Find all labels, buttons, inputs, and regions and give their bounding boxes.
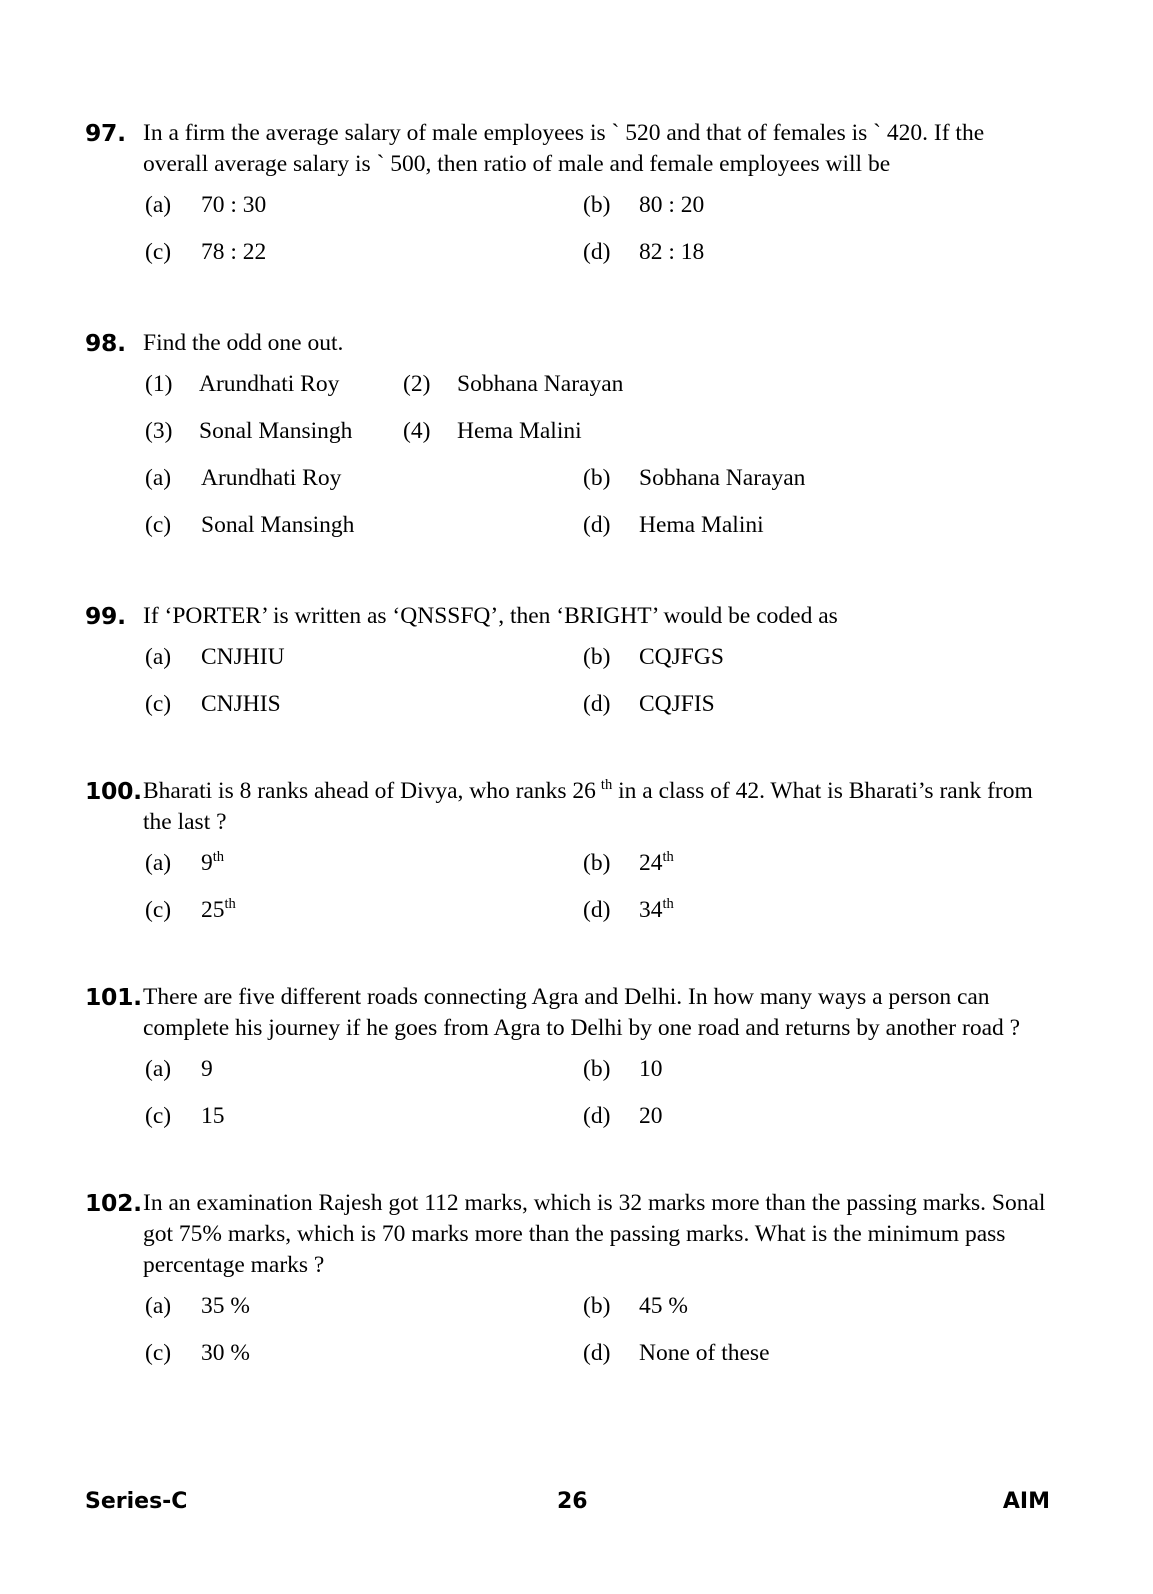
question-text-part1: Bharati is 8 ranks ahead of Divya, who ranks 26 xyxy=(143,778,596,804)
option-label: (c) xyxy=(145,897,172,923)
sub-items-list xyxy=(85,369,1050,463)
option-label: (b) xyxy=(583,644,611,670)
question-number: 102. xyxy=(85,1189,142,1217)
option-label: (c) xyxy=(145,1103,172,1129)
sub-item-1 xyxy=(145,369,339,399)
ordinal-suffix: th xyxy=(662,849,674,866)
sub-item-row xyxy=(85,369,1050,416)
question-text: There are five different roads connecting Agra and Delhi. In how many ways a person can complete his journey if he goes from Agra to Delhi by one road and returns by another road ? xyxy=(143,984,1021,1041)
option-value: 15 xyxy=(201,1103,225,1129)
option-label: (d) xyxy=(583,691,611,717)
question-heading xyxy=(85,118,1050,180)
spacer xyxy=(85,736,1050,776)
question-text xyxy=(143,778,1033,835)
sub-item-label: (1) xyxy=(145,371,173,397)
option-value: Hema Malini xyxy=(639,512,764,538)
option-value: CNJHIS xyxy=(201,691,281,717)
option-c[interactable] xyxy=(145,237,266,267)
option-c[interactable] xyxy=(145,1338,250,1368)
option-label: (d) xyxy=(583,897,611,923)
option-row xyxy=(85,848,1050,895)
option-value: 70 : 30 xyxy=(201,192,267,218)
option-row xyxy=(85,463,1050,510)
option-d[interactable] xyxy=(583,237,704,267)
question-block-99 xyxy=(85,601,1050,736)
option-label: (a) xyxy=(145,1056,172,1082)
option-b[interactable] xyxy=(583,1291,688,1321)
option-c[interactable] xyxy=(145,895,236,925)
options-list xyxy=(85,848,1050,942)
option-d[interactable] xyxy=(583,689,715,719)
option-row xyxy=(85,689,1050,736)
options-list xyxy=(85,190,1050,284)
sub-item-row xyxy=(85,416,1050,463)
sub-item-4 xyxy=(403,416,582,446)
option-label: (a) xyxy=(145,850,172,876)
option-a[interactable] xyxy=(145,1291,250,1321)
option-row xyxy=(85,895,1050,942)
ordinal-suffix: th xyxy=(224,896,236,913)
spacer xyxy=(85,942,1050,982)
option-label: (d) xyxy=(583,1340,611,1366)
option-label: (d) xyxy=(583,239,611,265)
option-value: Arundhati Roy xyxy=(201,465,342,491)
question-text-part2: in a class of 42. What is Bharati’s rank from the last ? xyxy=(143,778,1033,835)
question-heading xyxy=(85,1188,1050,1281)
option-c[interactable] xyxy=(145,510,354,540)
option-value: 10 xyxy=(639,1056,663,1082)
option-a[interactable] xyxy=(145,463,341,493)
question-block-97 xyxy=(85,118,1050,284)
option-row xyxy=(85,237,1050,284)
page-number: 26 xyxy=(557,1489,588,1514)
ordinal-suffix: th xyxy=(662,896,674,913)
option-a[interactable] xyxy=(145,1054,213,1084)
question-heading xyxy=(85,776,1050,838)
option-row xyxy=(85,1101,1050,1148)
question-number: 99. xyxy=(85,602,126,630)
option-value: 45 % xyxy=(639,1293,688,1319)
question-text: If ‘PORTER’ is written as ‘QNSSFQ’, then ‘BRIGHT’ would be coded as xyxy=(143,603,838,629)
option-label: (c) xyxy=(145,512,172,538)
options-list xyxy=(85,642,1050,736)
question-number: 98. xyxy=(85,329,126,357)
question-block-100 xyxy=(85,776,1050,942)
option-value: CQJFIS xyxy=(639,691,715,717)
option-value: CNJHIU xyxy=(201,644,285,670)
spacer xyxy=(85,557,1050,601)
ordinal-suffix: th xyxy=(212,849,225,866)
option-row xyxy=(85,1054,1050,1101)
option-b[interactable] xyxy=(583,190,704,220)
option-a[interactable] xyxy=(145,642,285,672)
option-b[interactable] xyxy=(583,1054,663,1084)
question-number: 101. xyxy=(85,983,142,1011)
option-label: (c) xyxy=(145,239,172,265)
options-list xyxy=(85,1054,1050,1148)
sub-item-label: (2) xyxy=(403,371,431,397)
option-c[interactable] xyxy=(145,689,281,719)
option-value: 82 : 18 xyxy=(639,239,705,265)
option-label: (a) xyxy=(145,644,172,670)
question-text: In a firm the average salary of male employees is ` 520 and that of females is ` 420. If the overall average salary is ` 500, then ratio of male and female employees will be xyxy=(143,120,985,177)
option-d[interactable] xyxy=(583,1338,770,1368)
question-block-101 xyxy=(85,982,1050,1148)
option-value: None of these xyxy=(639,1340,770,1366)
page-footer xyxy=(85,1485,1068,1519)
question-block-102 xyxy=(85,1188,1050,1385)
option-label: (a) xyxy=(145,192,172,218)
option-value: 25 xyxy=(201,897,225,923)
option-b[interactable] xyxy=(583,848,674,878)
option-d[interactable] xyxy=(583,1101,663,1131)
option-label: (d) xyxy=(583,512,611,538)
question-number: 97. xyxy=(85,119,126,147)
option-b[interactable] xyxy=(583,463,805,493)
sub-item-3 xyxy=(145,416,352,446)
option-row xyxy=(85,642,1050,689)
option-value: 9 xyxy=(201,850,213,876)
exam-code-label: AIM xyxy=(1002,1489,1050,1514)
option-row xyxy=(85,1338,1050,1385)
option-value: 35 % xyxy=(201,1293,250,1319)
spacer xyxy=(85,284,1050,328)
options-list xyxy=(85,1291,1050,1385)
question-heading xyxy=(85,982,1050,1044)
sub-item-value: Sobhana Narayan xyxy=(457,371,624,397)
question-block-98 xyxy=(85,328,1050,557)
option-d[interactable] xyxy=(583,895,674,925)
question-heading xyxy=(85,601,1050,632)
sub-item-value: Hema Malini xyxy=(457,418,582,444)
option-value: 34 xyxy=(639,897,663,923)
option-d[interactable] xyxy=(583,510,764,540)
sub-item-label: (4) xyxy=(403,418,431,444)
option-b[interactable] xyxy=(583,642,724,672)
question-heading xyxy=(85,328,1050,359)
option-label: (b) xyxy=(583,1293,611,1319)
option-value: 80 : 20 xyxy=(639,192,705,218)
option-label: (b) xyxy=(583,465,611,491)
option-value: Sonal Mansingh xyxy=(201,512,355,538)
option-value: CQJFGS xyxy=(639,644,724,670)
options-list xyxy=(85,463,1050,557)
option-label: (c) xyxy=(145,1340,172,1366)
sub-item-value: Arundhati Roy xyxy=(199,371,340,397)
option-value: 20 xyxy=(639,1103,663,1129)
sub-item-label: (3) xyxy=(145,418,173,444)
option-label: (a) xyxy=(145,465,172,491)
option-value: 78 : 22 xyxy=(201,239,267,265)
option-a[interactable] xyxy=(145,848,224,878)
sub-item-value: Sonal Mansingh xyxy=(199,418,353,444)
sub-item-2 xyxy=(403,369,623,399)
option-label: (b) xyxy=(583,850,611,876)
series-label: Series-C xyxy=(85,1489,188,1514)
option-c[interactable] xyxy=(145,1101,225,1131)
option-value: Sobhana Narayan xyxy=(639,465,806,491)
ordinal-suffix: th xyxy=(600,777,613,794)
option-row xyxy=(85,510,1050,557)
option-label: (c) xyxy=(145,691,172,717)
spacer xyxy=(85,1148,1050,1188)
option-label: (a) xyxy=(145,1293,172,1319)
option-row xyxy=(85,1291,1050,1338)
option-label: (b) xyxy=(583,192,611,218)
question-number: 100. xyxy=(85,777,142,805)
option-value: 30 % xyxy=(201,1340,250,1366)
question-text: Find the odd one out. xyxy=(143,330,344,356)
option-row xyxy=(85,190,1050,237)
option-value: 24 xyxy=(639,850,663,876)
option-label: (b) xyxy=(583,1056,611,1082)
option-label: (d) xyxy=(583,1103,611,1129)
option-value: 9 xyxy=(201,1056,213,1082)
question-text: In an examination Rajesh got 112 marks, which is 32 marks more than the passing marks. Sonal got 75% marks, which is 70 marks more than the passing marks. What is the minimum pass percentage marks ? xyxy=(143,1190,1046,1278)
option-a[interactable] xyxy=(145,190,266,220)
